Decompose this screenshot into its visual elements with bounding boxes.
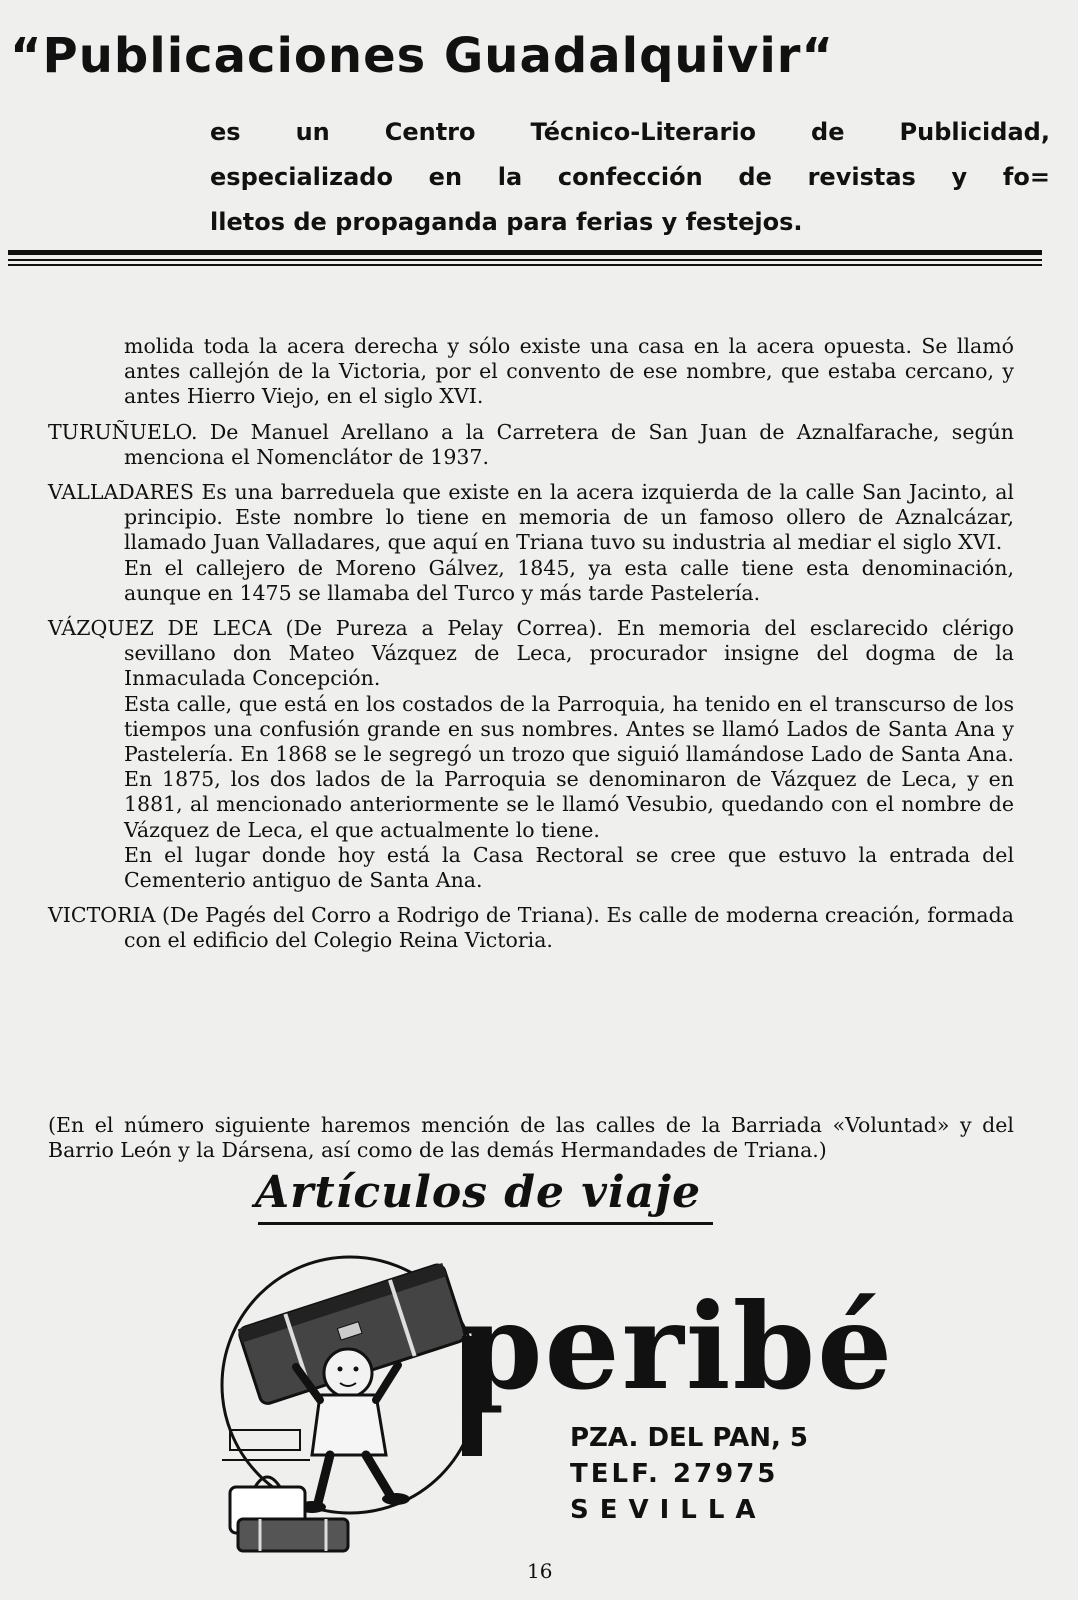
- tagline-word: fo=: [1002, 163, 1050, 191]
- entry-heading: TURUÑUELO.: [48, 419, 198, 444]
- entry-continuation: molida toda la acera derecha y sólo existe una casa en la acera opuesta. Se llamó antes callejón de la Victoria, por el convento de ese nombre, que estaba cercano, y antes Hierro Viejo, en el siglo XVI.: [124, 334, 1014, 409]
- tagline-word: revistas: [807, 163, 916, 191]
- entry-text-continued: En el lugar donde hoy está la Casa Rectoral se cree que estuvo la entrada del Cementerio antiguo de Santa Ana.: [124, 842, 1014, 893]
- entry-vazquez-de-leca: [48, 616, 1014, 692]
- header-tagline-line-3: lletos de propaganda para ferias y festejos.: [210, 208, 803, 236]
- ad-phone: TELF. 27975: [570, 1459, 779, 1489]
- ad-address-block: [570, 1420, 808, 1528]
- tagline-word: Centro: [384, 118, 476, 146]
- tagline-word: es: [210, 118, 241, 146]
- tagline-word: la: [497, 163, 523, 191]
- entry-heading: VALLADARES: [48, 480, 194, 505]
- page-number: 16: [527, 1559, 553, 1583]
- header-tagline: [210, 110, 1050, 245]
- porter-carrying-trunk-icon: [200, 1255, 485, 1555]
- header-rule-thin: [8, 259, 1042, 261]
- tagline-word: de: [738, 163, 772, 191]
- tagline-word: de: [811, 118, 845, 146]
- street-entries: [48, 334, 1014, 954]
- brand-logo: peribé: [460, 1277, 895, 1416]
- header-tagline-line-2: [210, 155, 1050, 200]
- tagline-word: confección: [557, 163, 703, 191]
- entry-valladares: [48, 480, 1014, 556]
- entry-text: De Manuel Arellano a la Carretera de San Juan de Aznalfarache, según menciona el Nomenclátor de 1937.: [124, 419, 1014, 469]
- ad-script-underline: [258, 1222, 713, 1225]
- tagline-word: y: [951, 163, 968, 191]
- entry-victoria: [48, 903, 1014, 953]
- entry-text: Es una barreduela que existe en la acera izquierda de la calle San Jacinto, al principio. Este nombre lo tiene en memoria de un famoso ollero de Aznalcázar, llamado Juan Valladares, que aquí en Triana tuvo su industria al mediar el siglo XVI.: [124, 480, 1014, 555]
- ad-script-title: Artículos de viaje: [255, 1167, 702, 1218]
- entry-text-continued: Esta calle, que está en los costados de la Parroquia, ha tenido en el transcurso de los tiempos una confusión grande en sus nombres. Antes se llamó Lados de Santa Ana y Pastelería. En 1868 se le segregó un trozo que siguió llamándose Lado de Santa Ana. En 1875, los dos lados de la Parroquia se denominaron de Vázquez de Leca, y en 1881, al mencionado anteriormente se le llamó Vesubio, quedando con el nombre de Vázquez de Leca, el que actualmente lo tiene.: [124, 691, 1014, 842]
- tagline-word: especializado: [210, 163, 393, 191]
- entry-text-continued: En el callejero de Moreno Gálvez, 1845, ya esta calle tiene esta denominación, aunque en 1475 se llamaba del Turco y más tarde Pastelería.: [124, 555, 1014, 605]
- tagline-word: un: [295, 118, 330, 146]
- ad-city: SEVILLA: [570, 1495, 767, 1525]
- entry-heading: VÁZQUEZ DE LECA: [48, 616, 272, 641]
- header-tagline-line-1: [210, 110, 1050, 155]
- ad-address: PZA. DEL PAN, 5: [570, 1423, 808, 1453]
- entry-text: (De Pureza a Pelay Correa). En memoria del esclarecido clérigo sevillano don Mateo Vázquez de Leca, procurador insigne del dogma de la Inmaculada Concepción.: [124, 616, 1014, 691]
- entry-text: (De Pagés del Corro a Rodrigo de Triana). Es calle de moderna creación, formada con el edificio del Colegio Reina Victoria.: [124, 903, 1014, 953]
- entry-heading: VICTORIA: [48, 903, 156, 928]
- header-rule-thick: [8, 250, 1042, 255]
- tagline-word: Publicidad,: [899, 118, 1050, 146]
- tagline-word: Técnico-Literario: [530, 118, 757, 146]
- entry-turunuelo: [48, 420, 1014, 470]
- editorial-note: (En el número siguiente haremos mención de las calles de la Barriada «Voluntad» y del Barrio León y la Dársena, así como de las demás Hermandades de Triana.): [48, 1112, 1014, 1162]
- tagline-word: en: [428, 163, 463, 191]
- header-rule-thin-2: [8, 264, 1042, 266]
- header-title: “Publicaciones Guadalquivir“: [10, 28, 835, 84]
